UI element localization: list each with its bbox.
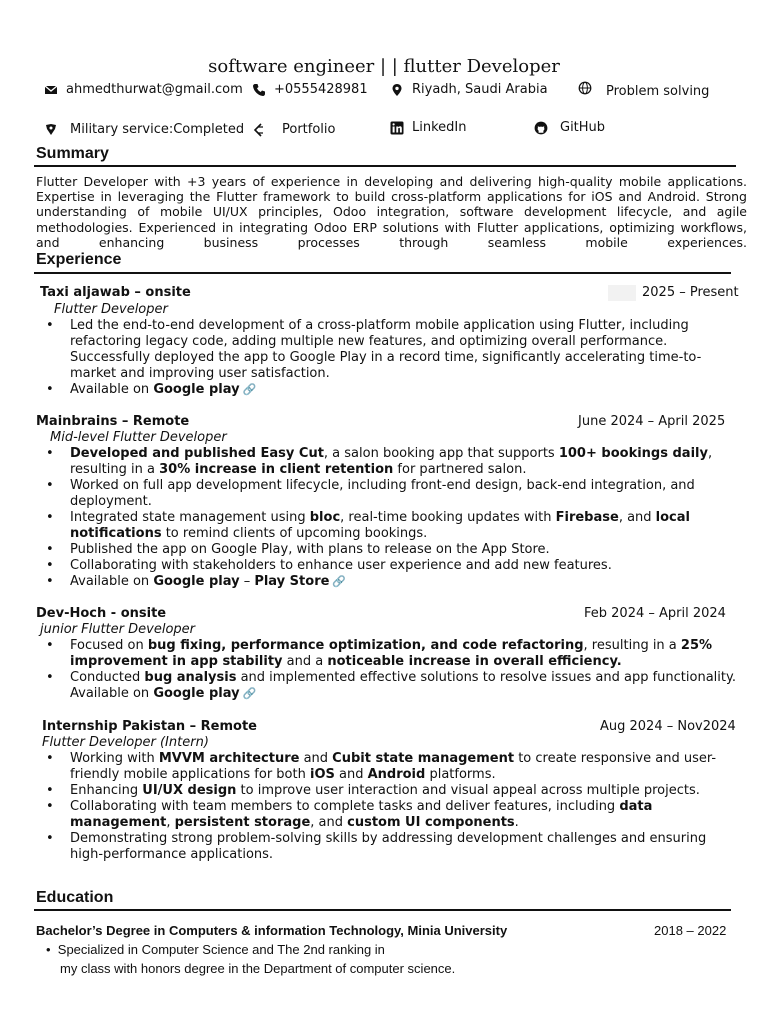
email-text: ahmedthurwat@gmail.com <box>66 82 243 97</box>
job-bullets <box>40 318 710 398</box>
list-item: • Collaborating with team members to complete tasks and deliver features, including data management, persistent storage, and custom UI components. <box>40 799 740 831</box>
linkedin-text: LinkedIn <box>412 120 467 135</box>
job-date: Feb 2024 – April 2024 <box>584 606 726 621</box>
list-item: • Worked on full app development lifecycle, including front-end design, back-end integration, and deployment. <box>40 478 740 510</box>
job-role: Mid-level Flutter Developer <box>50 430 227 445</box>
job-company: Dev-Hoch - onsite <box>36 606 167 621</box>
list-item: • Demonstrating strong problem-solving skills by addressing development challenges and ensuring high-performance applications. <box>40 831 740 863</box>
job-date: June 2024 – April 2025 <box>578 414 726 429</box>
link-icon[interactable]: 🔗 <box>332 575 347 588</box>
email-contact[interactable] <box>44 82 243 97</box>
list-item: • Published the app on Google Play, with plans to release on the App Store. <box>40 542 740 558</box>
summary-heading: Summary <box>36 145 109 162</box>
date-highlight <box>608 285 636 301</box>
experience-heading: Experience <box>36 251 122 268</box>
job-bullets <box>40 751 740 863</box>
list-item: • Led the end-to-end development of a cross-platform mobile application using Flutter, including refactoring legacy code, adding multiple new features, and optimizing overall performance. Successfully deployed the app to Google Play in a record time, significantly accelerating time-to-market and improving user satisfaction. <box>40 318 710 382</box>
phone-text: +0555428981 <box>274 82 368 97</box>
job-company: Taxi aljawab – onsite <box>40 285 191 300</box>
portfolio-link[interactable] <box>252 122 335 137</box>
github-icon <box>534 121 548 135</box>
job-date: 2025 – Present <box>642 285 739 300</box>
experience-divider <box>34 272 731 274</box>
education-date: 2018 – 2022 <box>654 923 727 938</box>
education-bullet: • Specialized in Computer Science and The 2nd ranking in <box>46 942 385 957</box>
list-item: • Developed and published Easy Cut, a salon booking app that supports 100+ bookings daily, resulting in a 30% increase in client retention for partnered salon. <box>40 446 740 478</box>
globe-icon <box>578 81 592 95</box>
location-contact <box>390 82 548 97</box>
phone-icon <box>252 83 266 97</box>
list-item: • Enhancing UI/UX design to improve user interaction and visual appeal across multiple projects. <box>40 783 740 799</box>
page-title: software engineer | | flutter Developer <box>208 56 560 77</box>
linkedin-link[interactable] <box>390 120 466 135</box>
list-item[interactable]: • Available on Google play – Play Store 🔗 <box>40 574 740 590</box>
list-item: • Working with MVVM architecture and Cubit state management to create responsive and user-friendly mobile applications for both iOS and Android platforms. <box>40 751 740 783</box>
education-bullet-cont: my class with honors degree in the Department of computer science. <box>60 961 456 976</box>
summary-divider <box>34 165 736 167</box>
github-text: GitHub <box>560 120 606 135</box>
portfolio-icon <box>252 123 266 137</box>
job-role: Flutter Developer (Intern) <box>42 735 209 750</box>
job-role: junior Flutter Developer <box>40 622 195 637</box>
mail-icon <box>44 83 58 97</box>
link-icon[interactable]: 🔗 <box>242 687 257 700</box>
job-bullets <box>40 446 740 590</box>
badge-icon <box>44 123 58 137</box>
military-text: Military service:Completed <box>70 122 245 137</box>
education-heading: Education <box>36 889 114 906</box>
list-item[interactable]: • Available on Google play 🔗 <box>40 382 710 398</box>
list-item: • Focused on bug fixing, performance optimization, and code refactoring, resulting in a 25% improvement in app stability and a noticeable increase in overall efficiency. <box>40 638 740 670</box>
list-item: • Collaborating with stakeholders to enhance user experience and add new features. <box>40 558 740 574</box>
job-bullets <box>40 638 740 702</box>
location-text: Riyadh, Saudi Arabia <box>412 82 548 97</box>
job-company: Internship Pakistan – Remote <box>42 719 257 734</box>
list-item: • Integrated state management using bloc, real-time booking updates with Firebase, and local notifications to remind clients of upcoming bookings. <box>40 510 740 542</box>
education-divider <box>34 909 731 911</box>
summary-text: Flutter Developer with +3 years of experience in developing and delivering high-quality mobile applications. Expertise in leveraging the Flutter framework to build cross-platform applications for iOS and Android. Strong understanding of mobile UI/UX principles, Odoo integration, software development lifecycle, and agile methodologies. Experienced in integrating Odoo ERP solutions with Flutter applications, optimizing workflows, and enhancing business processes through seamless mobile experiences. <box>36 174 747 250</box>
linkedin-icon <box>390 121 404 135</box>
degree-title: Bachelor’s Degree in Computers & information Technology, Minia University <box>36 923 508 938</box>
skill-text: Problem solving <box>606 84 710 99</box>
skill-contact <box>578 80 710 99</box>
location-pin-icon <box>390 83 404 97</box>
military-contact <box>44 122 244 137</box>
github-link[interactable] <box>534 120 605 135</box>
phone-contact[interactable] <box>252 82 368 97</box>
job-role: Flutter Developer <box>54 302 168 317</box>
link-icon[interactable]: 🔗 <box>242 383 257 396</box>
job-company: Mainbrains – Remote <box>36 414 190 429</box>
list-item[interactable]: • Conducted bug analysis and implemented effective solutions to resolve issues and app functionality. Available on Google play 🔗 <box>40 670 740 702</box>
portfolio-text: Portfolio <box>282 122 336 137</box>
job-date: Aug 2024 – Nov2024 <box>600 719 736 734</box>
